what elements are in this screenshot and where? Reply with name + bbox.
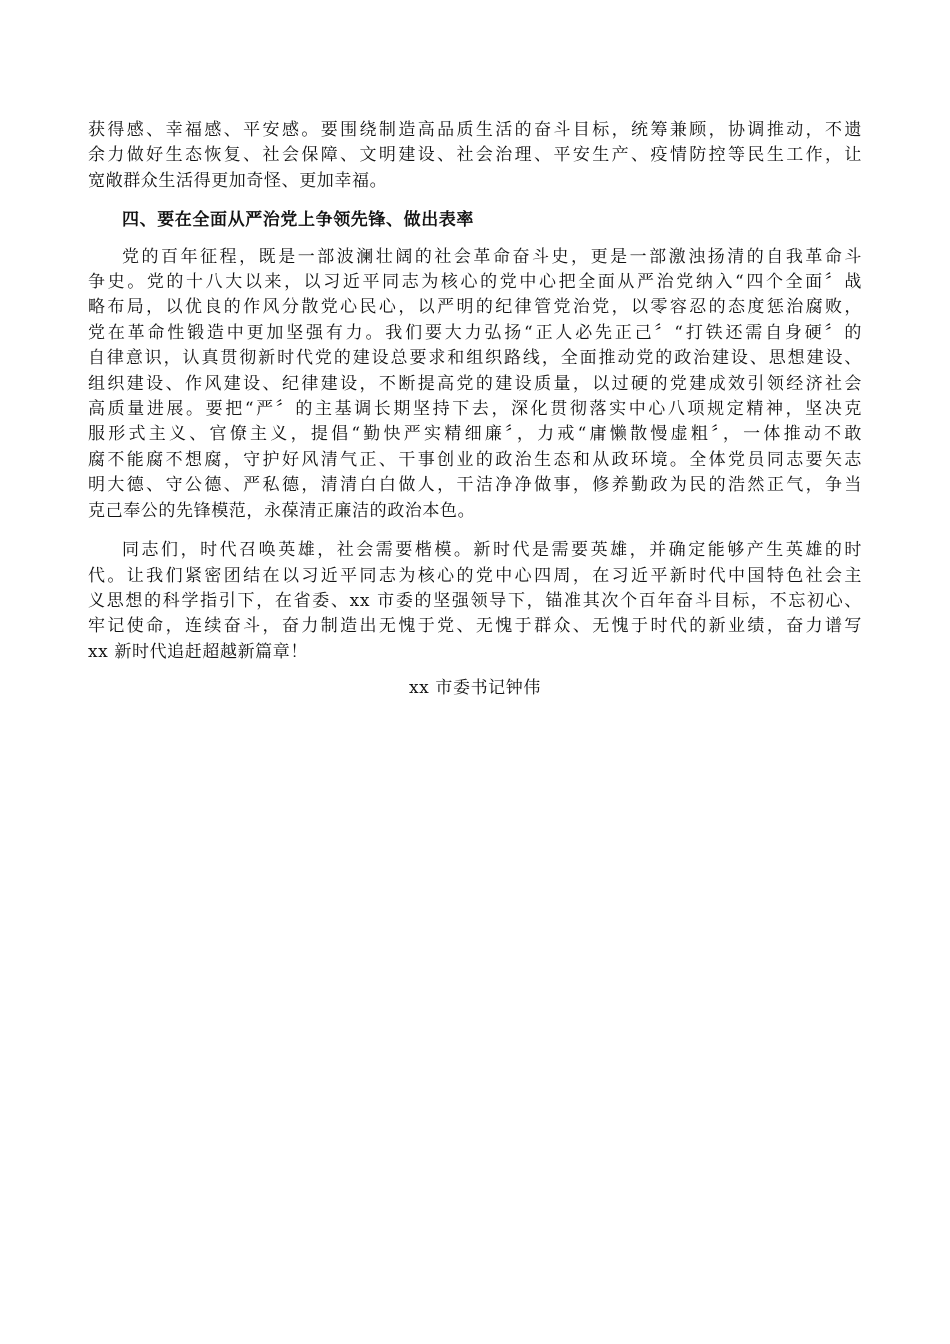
paragraph-line: 争史。党的十八大以来，以习近平同志为核心的党中心把全面从严治党纳入“四个全面〞战 [88,272,862,293]
paragraph-line: 义思想的科学指引下，在省委、xx 市委的坚强领导下，锚准其次个百年奋斗目标，不忘初心、 [88,590,862,611]
intro-paragraph [88,118,862,194]
paragraph-line: 余力做好生态恢复、社会保障、文明建设、社会治理、平安生产、疫情防控等民生工作，让 [88,145,862,166]
section-heading: 四、要在全面从严治党上争领先锋、做出表率 [122,210,474,231]
paragraph-line: 牢记使命，连续奋斗，奋力制造出无愧于党、无愧于群众、无愧于时代的新业绩，奋力谱写 [88,616,862,637]
paragraph-line: 代。让我们紧密团结在以习近平同志为核心的党中心四周，在习近平新时代中国特色社会主 [88,565,862,586]
paragraph-line: 同志们，时代召唤英雄，社会需要楷模。新时代是需要英雄，并确定能够产生英雄的时 [122,540,862,561]
paragraph-line: 宽敞群众生活得更加奇怪、更加幸福。 [88,170,388,191]
paragraph-line: xx 新时代追赶超越新篇章！ [88,641,308,662]
paragraph-line: 服形式主义、官僚主义，提倡“勤快严实精细廉〞，力戒“庸懒散慢虚粗〞，一体推动不敢 [88,424,862,445]
paragraph-line: 腐不能腐不想腐，守护好风清气正、干事创业的政治生态和从政环境。全体党员同志要矢志 [88,449,862,470]
signature: xx 市委书记钟伟 [409,678,541,698]
paragraph-line: 克己奉公的先锋模范，永葆清正廉洁的政治本色。 [88,500,476,521]
paragraph-line: 党在革命性锻造中更加坚强有力。我们要大力弘扬“正人必先正己〞“打铁还需自身硬〞的 [88,322,862,343]
paragraph-line: 略布局，以优良的作风分散党心民心，以严明的纪律管党治党，以零容忍的态度惩治腐败， [88,297,862,318]
paragraph-spacer [88,524,862,538]
document-body [88,118,862,665]
paragraph-line: 党的百年征程，既是一部波澜壮阔的社会革命奋斗史，更是一部激浊扬清的自我革命斗 [122,246,862,267]
section-paragraph [88,245,862,524]
paragraph-line: 高质量进展。要把“严〞的主基调长期坚持下去，深化贯彻落实中心八项规定精神，坚决克 [88,399,862,420]
paragraph-line: 组织建设、作风建设、纪律建设，不断提高党的建设质量，以过硬的党建成效引领经济社会 [88,373,862,394]
paragraph-line: 明大德、守公德、严私德，清清白白做人，干洁净净做事，修养勤政为民的浩然正气，争当 [88,475,862,496]
closing-paragraph [88,538,862,665]
paragraph-line: 自律意识，认真贯彻新时代党的建设总要求和组织路线，全面推动党的政治建设、思想建设、 [88,348,862,369]
paragraph-line: 获得感、幸福感、平安感。要围绕制造高品质生活的奋斗目标，统筹兼顾，协调推动，不遗 [88,120,862,140]
